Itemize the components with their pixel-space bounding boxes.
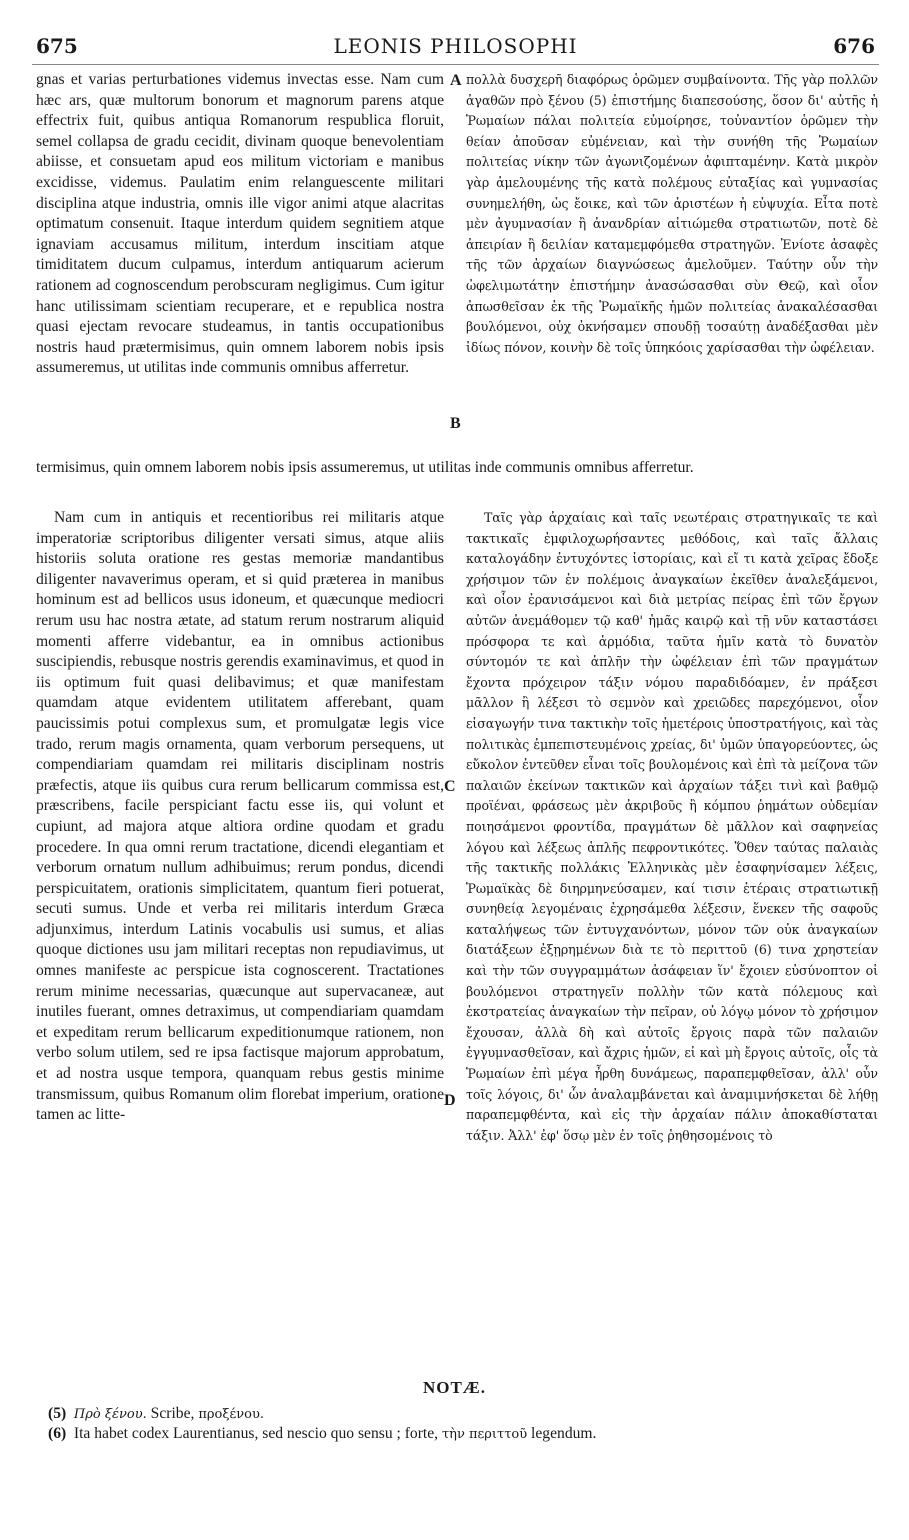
- greek-paragraph-1: πολλὰ δυσχερῆ διαφόρως ὁρῶμεν συμβαίνοντα. Τῆς γὰρ πολλῶν ἀγαθῶν πρὸ ξένου (5) ἐπιστήμης διαπεσούσης, ὅσον δι' αὐτῆς ἡ Ῥωμαίων πάλαι πολιτεία εὐμοίρησε, τοὐναντίον ὁρῶμεν τὴν θείαν ἀποῦσαν εὐμένειαν, καὶ τὴν συνήθη τῆς Ῥωμαίων πολιτείας νίκην τῶν ἀγωνιζομένων ἀφιπταμένην. Κατὰ μικρὸν γὰρ ἀμελουμένης τῆς κατὰ πολέμους εὐταξίας καὶ γυμνασίας συνημελήθη, ὡς ἔοικε, καὶ τῶν ἀριστέων ἡ εὐψυχία. Εἶτα ποτὲ μὲν ἀγυμνασίαν ἢ ἀνανδρίαν αἰτιώμεθα στρατιωτῶν, ποτὲ δὲ ἀπειρίαν ἢ δειλίαν καταμεμφόμεθα στρατηγῶν. Ἐνίοτε ἀσαφὲς τῆς τῶν ἀρχαίων διαγνώσεως ἀμελοῦμεν. Ταύτην οὖν τὴν ὠφελιμωτάτην ἐπιστήμην ἀνασώσασθαι σὺν Θεῷ, καὶ οἷον ἀπωσθεῖσαν ἐκ τῆς Ῥωμαϊκῆς ἡμῶν πολιτείας ἀνακαλέσασθαι βουλόμενοι, οὐχ ὀκνήσαμεν σπουδῇ τοσαύτῃ ἀναδέξασθαι μὲν ἰδίως πόνον, κοινὴν δὲ τοῖς ὑπηκόοις χαρίσασθαι τὴν ὠφέλειαν.: [466, 72, 878, 355]
- greek-column-section1: [466, 70, 878, 454]
- page-number-left: 675: [36, 34, 78, 58]
- running-header: [32, 30, 879, 65]
- latin-column-section2: [36, 508, 444, 1370]
- footnote-number: (6): [48, 1425, 67, 1442]
- latin-paragraph-1: gnas et varias perturbationes videmus invectas esse. Nam cum hæc ars, quæ multorum bonorum et magnorum parens atque effectrix fuit, quibus antiqua Romanorum respublica floruit, semel collapsa de gradu cecidit, divinam quoque benevolentiam abiisse, et consuetam apud eos militum victoriam e manibus excidisse, videmus. Paulatim enim relanguescente militari disciplina atque industria, omnis ille vigor animi atque alacritas optimatum consenuit. Itaque interdum quidem segnitiem atque ignaviam accusamus militum, interdum inscitiam atque timiditatem ducum culpamus, interdum antiquarum acierum rationem ad cognoscendum perobscuram negligimus. Cum igitur hanc utilissimam scientiam recuperare, et e republica nostra quasi ejectam revocare studeamus, in tantis occupationibus nostris haud prætermisimus, quin omnem laborem nobis ipsis assumeremus, ut utilitas inde communis omnibus afferretur.: [36, 71, 444, 377]
- margin-letter-b: B: [450, 415, 461, 432]
- running-title: LEONIS PHILOSOPHI: [333, 34, 578, 58]
- margin-letter-d: D: [444, 1092, 456, 1109]
- page-number-right: 676: [833, 34, 875, 58]
- footnote-greek: προξένου.: [198, 1407, 264, 1422]
- greek-column-section2: [466, 508, 878, 1370]
- footnote-lemma: Πρὸ ξένου.: [73, 1407, 147, 1422]
- latin-tail-section1: [36, 458, 878, 500]
- latin-paragraph-2: Nam cum in antiquis et recentioribus rei militaris atque imperatoriæ scriptoribus diligenter versati simus, atque aliis historiis soluta oratione res gestas memoriæ mandantibus diligenter navaverimus operam, et si quid præterea in manibus hominum est ad bellicos usus idoneum, et quæcunque mediocri rerum usu hac nostra ætate, ad statum rerum nostrarum aliquid momenti afferre videbantur, ea in omnibus actionibus suscipiendis, rebusque nostris gerendis examinavimus, et quod in iis optimum fuit quasi delibavimus; et quæ manifestam quamdam atque evidentem utilitatem afferebant, quam paucissimis potui complexus sum, et promulgatæ legis vice trado, rerum magis ornamenta, quam verborum persequens, ut compendiariam quamdam rei militaris disciplinam nostris præfectis, atque iis quibus cura rerum bellicarum commissa est, præscribens, facile perspiciant factu esse iis, qui volunt et cupiunt, ad majora atque altiora ordine quodam et gradu procedere. In qua omni rerum tractatione, dicendi elegantiam et verborum ornatum nullum adhibuimus; rerum pondus, dicendi perspicuitatem, orationis simplicitatem, quantum fieri potuerat, secuti sumus. Unde et verba rei militaris interdum Græca adjunximus, interdum Latinis vocabulis usi sumus, et alias quoque dictiones usu jam militari receptas non repudiavimus, ut omnes manifeste ac perspicue ista cognoscerent. Tractationes rerum minime necessarias, quæcunque aut supervacaneæ, aut inutiles fuerant, omnes detraximus, ut compendiariam quamdam et expeditam rerum bellicarum expeditionumque rationem, non verbo solum utilem, sed re ipsa factisque majorum approbatum, et ad nostra usque tempora, quanquam rebus gestis minime transmissum, quibus Romanum olim florebat imperium, oratione tamen ac litte-: [36, 509, 444, 1124]
- latin-tail-text: termisimus, quin omnem laborem nobis ipsis assumeremus, ut utilitas inde communis omnibus afferretur.: [36, 459, 694, 476]
- footnote-greek: τὴν περιττοῦ: [441, 1427, 528, 1442]
- footnote-6: [48, 1424, 879, 1445]
- margin-letter-c: C: [444, 778, 456, 795]
- latin-column-section1: [36, 70, 444, 454]
- footnote-number: (5): [48, 1405, 67, 1422]
- margin-letter-a: A: [450, 72, 462, 89]
- greek-paragraph-2: Ταῖς γὰρ ἀρχαίαις καὶ ταῖς νεωτέραις στρατηγικαῖς τε καὶ τακτικαῖς ἐμφιλοχωρήσαντες μεθόδοις, καὶ ταῖς ἄλλαις καταλογάδην ἐντυχόντες ἱστορίαις, καὶ εἴ τι κατὰ χεῖρας ἔδοξε χρήσιμον τῶν ἐν πολέμοις ἀναγκαίων ἐκεῖθεν ἀναλεξάμενοι, καὶ οἷον ἐρανισάμενοι καὶ διὰ μετρίας πείρας ἐπὶ τῶν ἔργων αὐτῶν ἀνεμάθομεν τῷ καθ' ἡμᾶς καιρῷ καὶ τῇ νῦν καταστάσει πρόσφορα τε καὶ ἁρμόδια, ταῦτα ἡμῖν κατὰ τὸ δυνατὸν σύντομόν τε καὶ ἁπλῆν τὴν ὠφέλειαν ἐπὶ τῶν πραγμάτων ἔχοντα πρόχειρον τάξιν νόμου παραδιδόαμεν, ἐν πράξεσι μᾶλλον ἢ λέξεσι τὸ σεμνὸν καὶ χρειῶδες παρεχόμενοι, οἷον εἰσαγωγήν τινα τακτικὴν τοῖς ἡμετέροις ὑποστρατήγοις, καὶ τὰς πολιτικὰς ἐμπεπιστευμένοις χρείας, δι' ὑμῶν ὑπαγορεύοντες, ὡς εὔκολον ἐντεῦθεν εἶναι τοῖς βουλομένοις καὶ ἐπὶ τὰ μείζονα τῶν παλαιῶν ἐκείνων τακτικῶν καὶ ἀρχαίων τάξει τινὶ καὶ βαθμῷ προϊέναι, φράσεως μὲν ἀκριβοῦς ἢ κόμπου ῥημάτων οὐδεμίαν ποιησάμενοι φροντίδα, πραγμάτων δὲ μᾶλλον καὶ σαφηνείας λόγου καὶ λέξεως ἁπλῆς πεφροντικότες. Ὅθεν ταύτας παλαιὰς τῆς τακτικῆς πολλάκις Ἑλληνικὰς μὲν ἐσαφηνίσαμεν λέξεις, Ῥωμαϊκὰς δὲ διηρμηνεύσαμεν, καί τισιν ἑτέραις στρατιωτικῇ συνηθείᾳ λεγομέναις ἐχρησάμεθα λέξεσιν, ἕνεκεν τῆς σαφοῦς καταλήψεως τῶν ἐντυγχανόντων, μόνον τῶν οὐκ ἀναγκαίων διατάξεων ἐξῃρημένων διὰ τε τὸ περιττοῦ (6) τινα χρηστείαν καὶ τὴν τῶν συγγραμμάτων ἀσάφειαν ἵν' ἔχοιεν εὐσύνοπτον οἱ βουλόμενοι στρατηγεῖν πολλὴν τῶν κατὰ πόλεμους καὶ ἐκστρατείας ἀναγκαίων τὴν πεῖραν, οὐ λόγῳ μόνον τὸ χρήσιμον ἔχουσαν, ἀλλὰ δὴ καὶ αὐτοῖς ἔργοις παρὰ τῶν παλαιῶν ἐγγυμνασθεῖσαν, καὶ ἄχρις ἡμῶν, εἰ καὶ μὴ ἔργοις αὐτοῖς, οἷς τὰ Ῥωμαίων ἐπὶ μέγα ἦρθη δυνάμεως, παραπεμφθεῖσαν, ἀλλ' οὖν τοῖς λόγοις, δι' ὧν ἀναλαμβάνεται καὶ ἀναμιμνήσκεται δὲ λήθῃ παραπεμφθέντα, καὶ εἰς τὴν ἀρχαίαν πάλιν ἀποκαθίσταται τάξιν. Ἀλλ' ἐφ' ὅσῳ μὲν ἐν τοῖς ῥηθησομένοις τὸ: [466, 510, 878, 1143]
- footnote-5: [48, 1404, 879, 1425]
- footnote-text: Ita habet codex Laurentianus, sed nescio quo sensu ; forte,: [73, 1425, 439, 1442]
- footnote-text-end: legendum.: [531, 1425, 597, 1442]
- footnote-text: Scribe,: [150, 1405, 195, 1422]
- notes-heading: NOTÆ.: [422, 1378, 487, 1397]
